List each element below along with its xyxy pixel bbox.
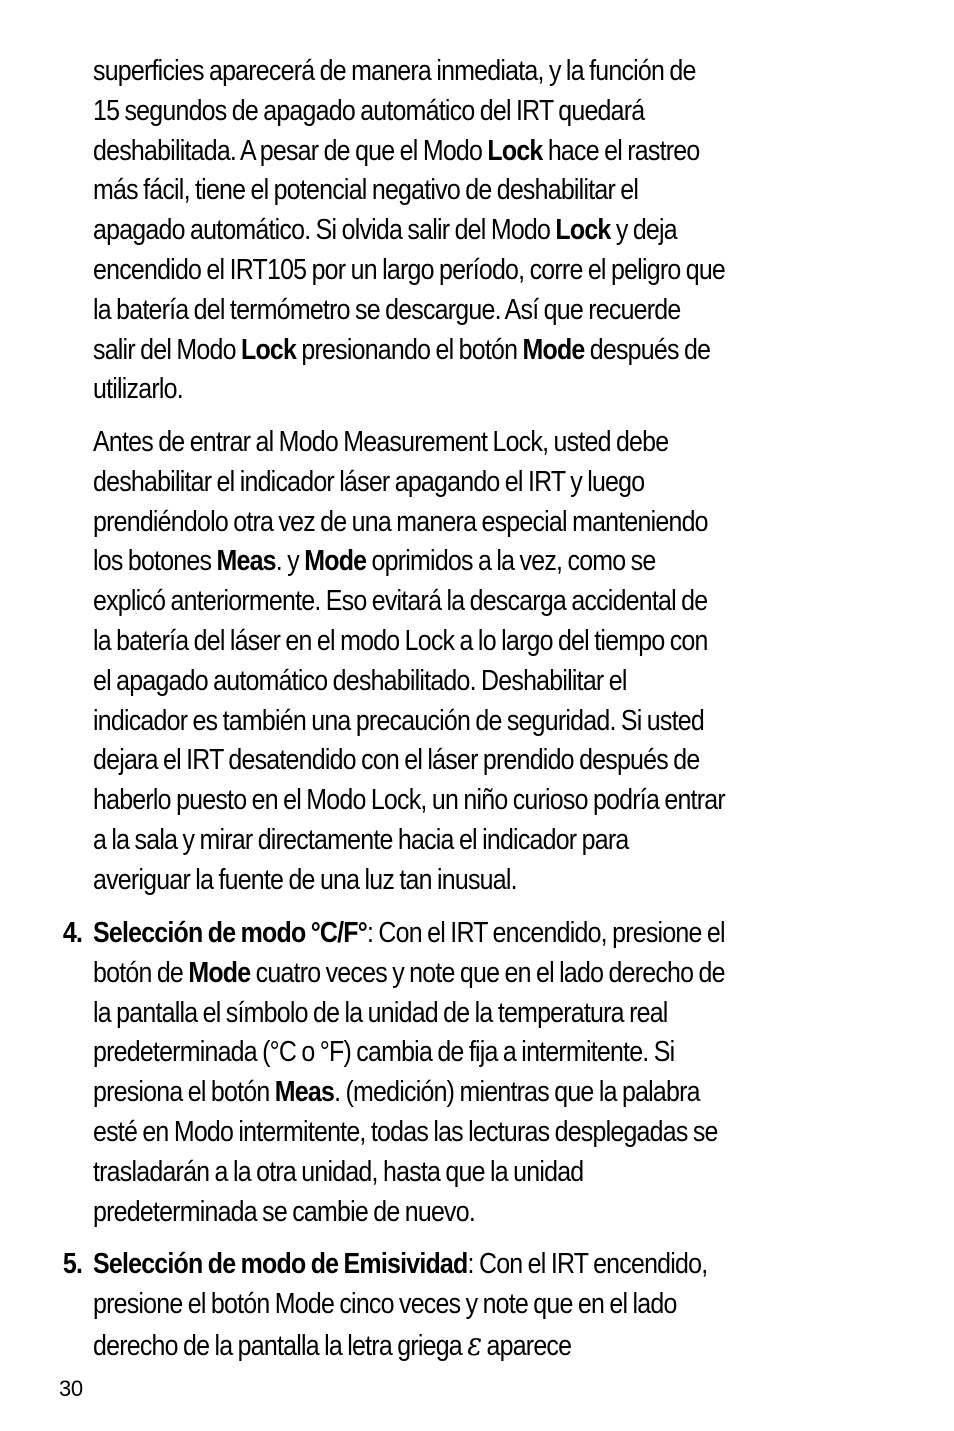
text-line: prendiéndolo otra vez de una manera especial manteniendo — [93, 505, 708, 538]
epsilon-symbol: ε — [467, 1324, 482, 1363]
text-line: dejara el IRT desatendido con el láser prendido después de — [93, 744, 700, 777]
list-item-5-emissivity — [62, 1245, 901, 1366]
text-line: superficies aparecerá de manera inmediata, y la función de — [93, 55, 696, 87]
bold-term: Lock — [555, 214, 611, 247]
text-line: el apagado automático deshabilitado. Deshabilitar el — [93, 664, 627, 697]
text-line: trasladarán a la otra unidad, hasta que la unidad — [93, 1155, 584, 1188]
text-line: esté en Modo intermitente, todas las lecturas desplegadas se — [93, 1115, 718, 1148]
text-line: apagado automático. Si olvida salir del Modo Lock y deja — [93, 214, 677, 247]
text-line: más fácil, tiene el potencial negativo de deshabilitar el — [93, 174, 639, 207]
list-number: 5. — [62, 1248, 83, 1280]
text-line: predeterminada se cambie de nuevo. — [93, 1195, 476, 1228]
text-line: a la sala y mirar directamente hacia el indicador para — [93, 823, 629, 856]
page-number: 30 — [59, 1376, 83, 1401]
text-line: encendido el IRT105 por un largo período, corre el peligro que — [93, 253, 726, 286]
paragraph-lock-mode-warning — [93, 52, 901, 410]
bold-term: Meas — [274, 1076, 335, 1109]
item-heading: Selección de modo de Emisividad — [93, 1248, 468, 1280]
bold-term: Lock — [241, 333, 297, 366]
bold-term: Mode — [188, 956, 251, 989]
text-line: la batería del termómetro se descargue. Así que recuerde — [93, 293, 681, 326]
text-line: haberlo puesto en el Modo Lock, un niño curioso podría entrar — [93, 784, 725, 817]
text-line: averiguar la fuente de una luz tan inusual. — [93, 863, 517, 896]
list-item-4-celsius-fahrenheit — [62, 914, 901, 1232]
text-line: explicó anteriormente. Eso evitará la descarga accidental de — [93, 585, 708, 618]
text-line: Selección de modo °C/F°: Con el IRT encendido, presione el — [93, 917, 725, 949]
text-line: los botones Meas. y Mode oprimidos a la vez, como se — [93, 545, 656, 578]
list-number: 4. — [62, 917, 83, 949]
text-line: predeterminada (°C o °F) cambia de fija a intermitente. Si — [93, 1036, 675, 1069]
text-line: indicador es también una precaución de seguridad. Si usted — [93, 704, 704, 737]
text-line: Selección de modo de Emisividad: Con el IRT encendido, — [93, 1248, 708, 1280]
text-line: botón de Mode cuatro veces y note que en el lado derecho de — [93, 956, 725, 989]
text-line: 15 segundos de apagado automático del IRT quedará — [93, 94, 645, 127]
item-heading: Selección de modo °C/F° — [93, 917, 367, 949]
text-line: la pantalla el símbolo de la unidad de la temperatura real — [93, 996, 668, 1029]
text-line: presione el botón Mode cinco veces y note que en el lado — [93, 1287, 677, 1320]
text-line: salir del Modo Lock presionando el botón Mode después de — [93, 333, 711, 366]
bold-term: Lock — [487, 134, 543, 167]
bold-term: Mode — [522, 333, 585, 366]
text-line: deshabilitada. A pesar de que el Modo Lock hace el rastreo — [93, 134, 700, 167]
text-line: la batería del láser en el modo Lock a lo largo del tiempo con — [93, 624, 708, 657]
text-line: Antes de entrar al Modo Measurement Lock, usted debe — [93, 426, 669, 458]
text-line: deshabilitar el indicador láser apagando el IRT y luego — [93, 465, 645, 498]
text-line: derecho de la pantalla la letra griega ε aparece — [93, 1324, 572, 1363]
bold-term: Meas — [216, 545, 276, 578]
bold-term: Mode — [304, 545, 367, 578]
text-line: presiona el botón Meas. (medición) mientras que la palabra — [93, 1076, 700, 1109]
text-line: utilizarlo. — [93, 373, 183, 406]
paragraph-measurement-lock — [93, 423, 901, 901]
